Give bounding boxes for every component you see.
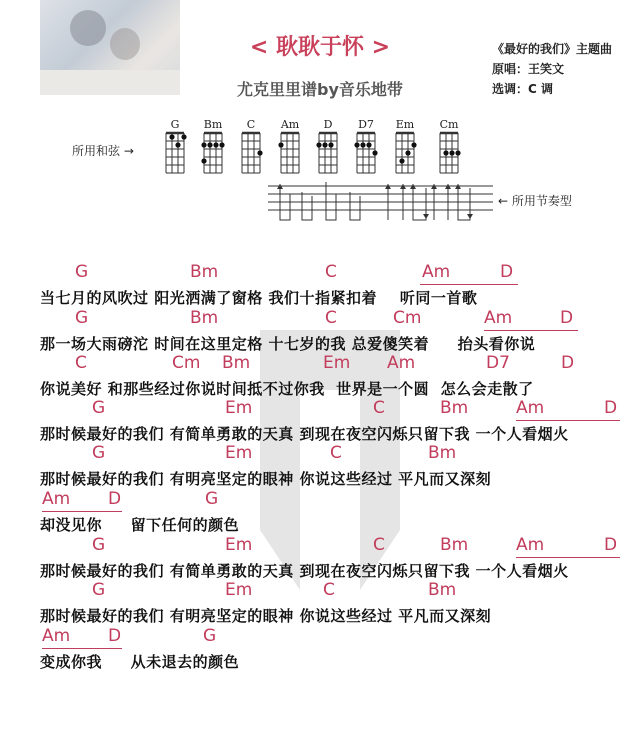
chord-label: Am bbox=[516, 398, 545, 418]
info-singer: 原唱：王笑文 bbox=[492, 62, 565, 76]
chord-tie-line bbox=[516, 420, 620, 421]
chord-label: Am bbox=[42, 489, 71, 509]
lyric-line: 那时候最好的我们 有简单勇敢的天真 到现在夜空闪烁只留下我 一个人看烟火 bbox=[40, 425, 569, 443]
lyric-line: 变成你我 从未退去的颜色 bbox=[40, 653, 240, 671]
fretboard-icon bbox=[316, 131, 340, 177]
chord-diagram-d7 bbox=[354, 118, 378, 181]
chord-label: Bm bbox=[428, 580, 457, 600]
chord-diagram-name: Bm bbox=[203, 118, 223, 131]
chord-label: C bbox=[373, 398, 385, 418]
chord-diagram-am bbox=[278, 118, 302, 181]
chord-label: D bbox=[561, 353, 575, 373]
chord-label: G bbox=[203, 626, 217, 646]
chord-diagram-name: C bbox=[246, 118, 256, 131]
chord-label: D bbox=[108, 489, 122, 509]
chord-diagram-name: D bbox=[323, 118, 333, 131]
chord-label: Am bbox=[484, 308, 513, 328]
chord-tie-line bbox=[420, 284, 518, 285]
chord-label: Bm bbox=[440, 398, 469, 418]
lyric-line: 那时候最好的我们 有明亮坚定的眼神 你说这些经过 平凡而又深刻 bbox=[40, 607, 492, 625]
chord-label: G bbox=[92, 535, 106, 555]
chord-diagram-name: D7 bbox=[358, 118, 374, 131]
chord-diagram-bm bbox=[201, 118, 225, 181]
info-key: 选调：C 调 bbox=[492, 82, 553, 96]
chord-label: C bbox=[325, 262, 337, 282]
chord-label: Cm bbox=[393, 308, 422, 328]
subtitle: 尤克里里谱by音乐地带 bbox=[237, 80, 403, 99]
chord-label: D bbox=[604, 535, 618, 555]
lyric-line: 当七月的风吹过 阳光洒满了窗格 我们十指紧扣着 听同一首歌 bbox=[40, 289, 478, 307]
chord-diagram-name: Cm bbox=[439, 118, 459, 131]
lyric-line: 却没见你 留下任何的颜色 bbox=[40, 516, 240, 534]
chord-diagram-name: Am bbox=[280, 118, 300, 131]
chord-diagram-em bbox=[393, 118, 417, 181]
fretboard-icon bbox=[201, 131, 225, 177]
chord-label: C bbox=[330, 443, 342, 463]
chord-label: G bbox=[75, 308, 89, 328]
chord-diagram-name: Em bbox=[395, 118, 415, 131]
chord-diagram-c bbox=[239, 118, 263, 181]
fretboard-icon bbox=[239, 131, 263, 177]
chord-tie-line bbox=[484, 330, 578, 331]
chord-label: Bm bbox=[190, 308, 219, 328]
rhythm-label: ← 所用节奏型 bbox=[498, 194, 572, 208]
chord-tie-line bbox=[516, 557, 620, 558]
chord-label: G bbox=[75, 262, 89, 282]
chord-diagram-d bbox=[316, 118, 340, 181]
chord-label: Bm bbox=[428, 443, 457, 463]
fretboard-icon bbox=[278, 131, 302, 177]
chord-label: G bbox=[92, 398, 106, 418]
lyric-line: 你说美好 和那些经过你说时间抵不过你我 世界是一个圆 怎么会走散了 bbox=[40, 380, 534, 398]
lyric-line: 那一场大雨磅沱 时间在这里定格 十七岁的我 总爱傻笑着 抬头看你说 bbox=[40, 335, 536, 353]
chord-tie-line bbox=[42, 511, 122, 512]
chord-diagram-cm bbox=[437, 118, 461, 181]
fretboard-icon bbox=[437, 131, 461, 177]
chord-label: D bbox=[108, 626, 122, 646]
chord-label: Am bbox=[387, 353, 416, 373]
chord-label: Am bbox=[42, 626, 71, 646]
lyric-line: 那时候最好的我们 有简单勇敢的天真 到现在夜空闪烁只留下我 一个人看烟火 bbox=[40, 562, 569, 580]
chord-label: C bbox=[325, 308, 337, 328]
chord-label: Em bbox=[225, 580, 253, 600]
info-theme: 《最好的我们》主题曲 bbox=[492, 42, 613, 56]
chord-label: D bbox=[560, 308, 574, 328]
chord-label: C bbox=[75, 353, 87, 373]
chord-label: C bbox=[373, 535, 385, 555]
chord-label: Em bbox=[225, 443, 253, 463]
chord-label: D7 bbox=[486, 353, 510, 373]
fretboard-icon bbox=[393, 131, 417, 177]
song-title: < 耿耿于怀 > bbox=[249, 35, 391, 60]
chord-diagram-name: G bbox=[170, 118, 180, 131]
chord-tie-line bbox=[42, 648, 122, 649]
chord-label: Bm bbox=[440, 535, 469, 555]
chord-label: Em bbox=[225, 535, 253, 555]
chord-diagram-g bbox=[163, 118, 187, 181]
chord-label: Bm bbox=[222, 353, 251, 373]
chord-label: D bbox=[500, 262, 514, 282]
chord-label: C bbox=[323, 580, 335, 600]
chord-label: Am bbox=[422, 262, 451, 282]
chord-label: Bm bbox=[190, 262, 219, 282]
chords-label: 所用和弦 → bbox=[72, 144, 134, 158]
chord-label: G bbox=[92, 443, 106, 463]
chord-label: G bbox=[205, 489, 219, 509]
fretboard-icon bbox=[163, 131, 187, 177]
chord-label: Cm bbox=[172, 353, 201, 373]
rhythm-pattern bbox=[268, 180, 493, 230]
chord-label: G bbox=[92, 580, 106, 600]
chord-label: D bbox=[604, 398, 618, 418]
chord-label: Em bbox=[323, 353, 351, 373]
chord-label: Am bbox=[516, 535, 545, 555]
fretboard-icon bbox=[354, 131, 378, 177]
chord-label: Em bbox=[225, 398, 253, 418]
lyric-line: 那时候最好的我们 有明亮坚定的眼神 你说这些经过 平凡而又深刻 bbox=[40, 470, 492, 488]
